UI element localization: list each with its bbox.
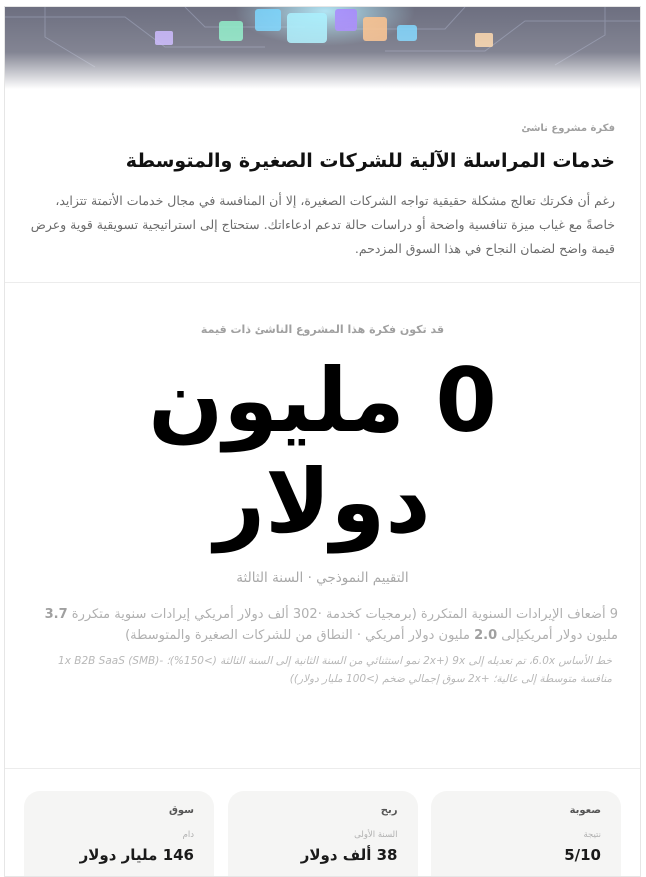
metric-sublabel: دام xyxy=(182,830,194,840)
metric-card-market xyxy=(24,791,214,877)
metric-label: صعوبة xyxy=(569,805,601,816)
idea-card xyxy=(4,6,641,877)
revenue-figure-2: 2.0 xyxy=(474,628,498,644)
valuation-fine-print: خط الأساس 6.0x، تم تعديله إلى 9x (+2x نمو استثنائي من السنة الثانية إلى السنة الثالثة (>150%)؛ -1x B2B SaaS (SMB) منافسة متوسطة إلى عالية؛ +2x سوق إجمالي ضخم (>100 مليار دولار)) xyxy=(58,655,612,686)
metric-value: 38 ألف دولار xyxy=(300,846,398,864)
idea-eyebrow: فكرة مشروع ناشئ xyxy=(521,123,615,134)
abstract-tech-chip-banner xyxy=(5,7,640,89)
valuation-value: 0 مليون دولار xyxy=(148,349,497,554)
metric-sublabel: السنة الأولى xyxy=(354,830,398,840)
metric-label: ربح xyxy=(380,805,398,816)
revenue-middle: مليون دولار أمريكيإلى xyxy=(501,628,618,644)
valuation-caption: قد تكون فكرة هذا المشروع الناشئ ذات قيمة xyxy=(200,323,445,336)
revenue-prefix: 9 أضعاف الإيرادات السنوية المتكررة (برمجيات كخدمة ·302 ألف دولار أمريكي إيرادات سنوية متكررة xyxy=(71,607,618,623)
metric-card-profit xyxy=(228,791,418,877)
valuation-model-note: التقييم النموذجي · السنة الثالثة xyxy=(236,570,409,587)
metric-card-difficulty xyxy=(431,791,621,877)
valuation-section xyxy=(5,283,640,769)
metric-value: 5/10 xyxy=(564,846,601,864)
idea-description: رغم أن فكرتك تعالج مشكلة حقيقية تواجه الشركات الصغيرة، إلا أن المنافسة في مجال خدمات الأتمتة تتزايد، خاصةً مع غياب ميزة تنافسية واضحة أو دراسات حالة تدعم ادعاءاتك. ستحتاج إلى استراتيجية تسويقية قوية وعرض قيمة واضح لضمان النجاح في هذا السوق المزدحم. xyxy=(30,192,615,256)
idea-title: خدمات المراسلة الآلية للشركات الصغيرة والمتوسطة xyxy=(125,150,615,172)
hero-banner xyxy=(5,7,640,89)
metric-label: سوق xyxy=(168,805,194,816)
revenue-figure: 3.7 xyxy=(44,607,68,623)
metric-value: 146 مليار دولار xyxy=(79,846,194,864)
metrics-row xyxy=(5,769,640,877)
revenue-suffix: مليون دولار أمريكي · النطاق من للشركات الصغيرة والمتوسطة) xyxy=(125,628,470,644)
metric-sublabel: نتيجة xyxy=(583,830,601,840)
idea-header xyxy=(5,89,640,283)
revenue-explanation xyxy=(33,604,618,646)
